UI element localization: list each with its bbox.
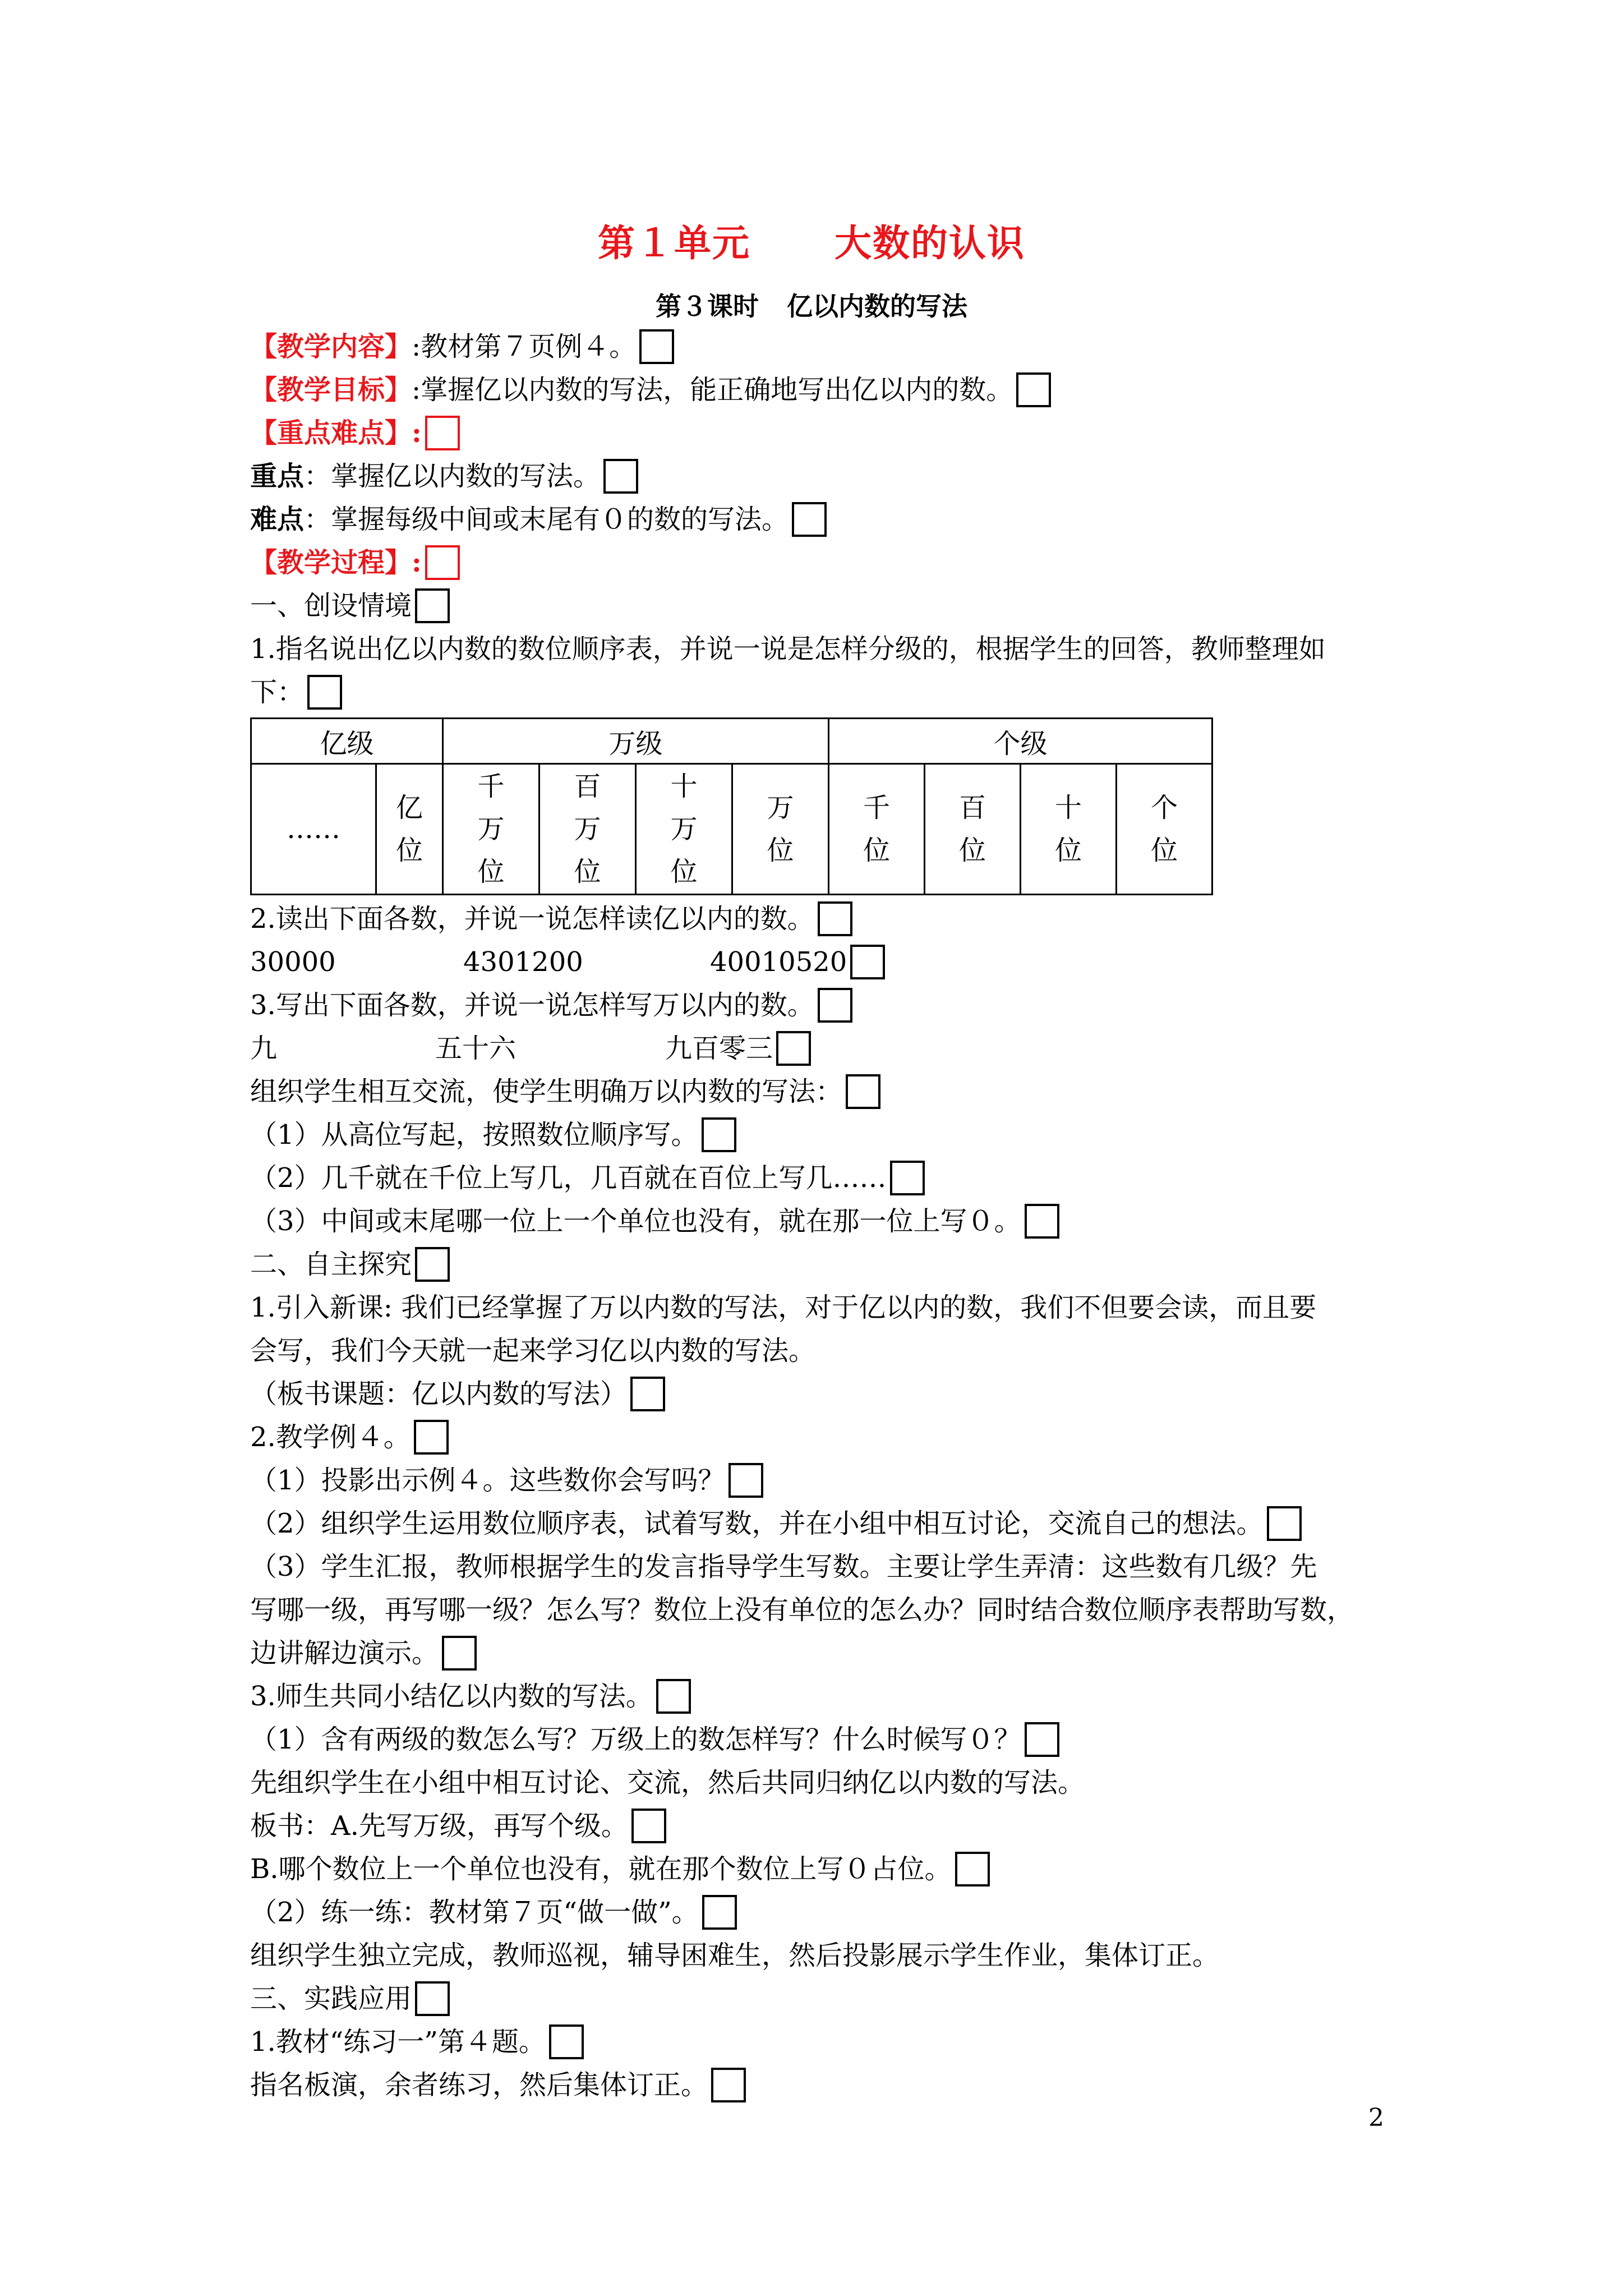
checkbox[interactable] [890,1161,925,1195]
teaching-process-colon: : [412,547,422,578]
paragraph-line: 1.引入新课: 我们已经掌握了万以内数的写法，对于亿以内的数，我们不但要会读，而且要 [250,1292,1317,1323]
section-heading: 三、实践应用 [250,1977,1405,2021]
paragraph-line: 会写，我们今天就一起来学习亿以内数的写法。 [250,1335,816,1366]
paragraph-line: （2）几千就在千位上写几，几百就在百位上写几…… [250,1157,1405,1200]
table-header-cell: 个级 [829,719,1212,764]
subtitle-topic: 亿以内数的写法 [787,291,967,321]
page-number: 2 [1368,2104,1384,2132]
paragraph-line: 2.教学例４。 [250,1416,1405,1459]
title-topic: 大数的认识 [834,221,1025,265]
table-cell: 十万位 [670,771,698,887]
paragraph-line: 3.师生共同小结亿以内数的写法。 [250,1675,1405,1718]
teaching-goal-label: 【教学目标】 [250,374,412,406]
paragraph-line: 指名板演，余者练习，然后集体订正。 [250,2064,1405,2107]
checkbox[interactable] [1267,1506,1302,1541]
number-item: 40010520 [710,946,847,978]
teaching-goal-text: :掌握亿以内数的写法，能正确地写出亿以内的数。 [412,374,1013,406]
table-cell: 百万位 [574,771,601,887]
checkbox[interactable] [702,1895,737,1930]
paragraph-line: （1）从高位写起，按照数位顺序写。 [250,1114,1405,1157]
checkbox[interactable] [415,1981,450,2016]
paragraph-line: 组织学生独立完成，教师巡视，辅导困难生，然后投影展示学生作业，集体订正。 [250,1940,1220,1971]
key-difficult-label: 【重点难点】 [250,417,412,449]
paragraph-line: 组织学生相互交流，使学生明确万以内数的写法： [250,1070,1405,1114]
paragraph-line: （板书课题：亿以内数的写法） [250,1373,1405,1416]
key-difficult-colon: : [412,417,422,449]
paragraph-line: 边讲解边演示。 [250,1632,1405,1675]
checkbox[interactable] [442,1636,477,1671]
number-item: 五十六 [435,1033,517,1064]
table-header-cell: 万级 [443,719,829,764]
paragraph-line: 下： [250,671,1405,714]
checkbox[interactable] [702,1117,736,1152]
table-cell: 亿位 [395,792,423,866]
paragraph-line: 1.指名说出亿以内数的数位顺序表，并说一说是怎样分级的，根据学生的回答，教师整理如 [250,633,1326,665]
number-item: 九百零三 [665,1033,773,1064]
paragraph-line: 3.写出下面各数，并说一说怎样写万以内的数。 [250,984,1405,1027]
checkbox[interactable] [639,329,674,364]
section-heading: 二、自主探究 [250,1243,1405,1286]
paragraph-line: 先组织学生在小组中相互讨论、交流，然后共同归纳亿以内数的写法。 [250,1767,1085,1798]
lesson-subtitle [0,286,1623,323]
checkbox[interactable] [425,545,460,580]
checkbox[interactable] [1025,1722,1059,1757]
paragraph-line: （2）练一练：教材第７页“做一做”。 [250,1891,1405,1934]
checkbox[interactable] [415,1247,450,1282]
table-cell: 十位 [1054,792,1082,866]
table-cell: 百位 [958,792,986,866]
teaching-process-label: 【教学过程】 [250,547,412,578]
checkbox[interactable] [846,1074,880,1109]
number-row [250,1027,1405,1070]
key-difficult-line [250,412,1405,455]
checkbox[interactable] [850,945,885,979]
table-cell: 个位 [1150,792,1178,866]
paragraph-line: （2）组织学生运用数位顺序表，试着写数，并在小组中相互讨论，交流自己的想法。 [250,1502,1405,1545]
number-item: 九 [250,1033,278,1064]
key-point-label: 重点 [250,461,305,492]
page-title [0,213,1623,266]
table-cell: 千位 [863,792,890,866]
paragraph-line: （3）中间或末尾哪一位上一个单位也没有，就在那一位上写０。 [250,1200,1405,1243]
table-cell: …… [251,764,376,895]
section-heading: 一、创设情境 [250,585,1405,628]
checkbox[interactable] [776,1031,811,1066]
checkbox[interactable] [955,1852,990,1887]
checkbox[interactable] [818,988,852,1023]
table-cell: 万位 [767,792,794,866]
document-body [250,325,1405,2107]
teaching-content-label: 【教学内容】 [250,331,412,362]
number-item: 4301200 [463,946,583,978]
checkbox[interactable] [631,1809,666,1843]
paragraph-line: （1）含有两级的数怎么写？万级上的数怎样写？什么时候写０？ [250,1718,1405,1761]
paragraph-line: 板书：A.先写万级，再写个级。 [250,1805,1405,1848]
paragraph-line: （1）投影出示例４。这些数你会写吗？ [250,1459,1405,1502]
teaching-content-text: :教材第７页例４。 [412,331,637,362]
paragraph-line: 1.教材“练习一”第４题。 [250,2021,1405,2064]
place-value-table [250,717,1213,895]
checkbox[interactable] [630,1377,665,1411]
checkbox[interactable] [1025,1204,1059,1239]
table-header-cell: 亿级 [251,719,443,764]
difficult-point-label: 难点 [250,504,305,535]
paragraph-line: 2.读出下面各数，并说一说怎样读亿以内的数。 [250,898,1405,941]
teaching-process-line [250,541,1405,585]
checkbox[interactable] [307,675,342,710]
checkbox[interactable] [603,459,638,494]
checkbox[interactable] [792,502,827,537]
table-cell: 千万位 [477,771,505,887]
checkbox[interactable] [656,1679,691,1714]
teaching-content-line [250,325,1405,369]
title-unit: 第１单元 [598,221,750,265]
checkbox[interactable] [415,588,450,623]
number-row [250,941,1405,984]
number-item: 30000 [250,946,336,978]
teaching-goal-line [250,369,1405,412]
paragraph-line: B.哪个数位上一个单位也没有，就在那个数位上写０占位。 [250,1848,1405,1891]
checkbox[interactable] [549,2024,584,2059]
difficult-point-text: ：掌握每级中间或末尾有０的数的写法。 [304,504,789,535]
checkbox[interactable] [728,1463,763,1498]
checkbox[interactable] [425,416,460,450]
checkbox[interactable] [414,1420,449,1455]
difficult-point-line [250,498,1405,541]
checkbox[interactable] [711,2068,746,2102]
key-point-text: ：掌握亿以内数的写法。 [304,461,601,492]
checkbox[interactable] [1016,372,1051,407]
subtitle-lesson: 第３课时 [656,291,759,321]
key-point-line [250,455,1405,498]
paragraph-line: （3）学生汇报，教师根据学生的发言指导学生写数。主要让学生弄清：这些数有几级？先 [250,1551,1317,1582]
paragraph-line: 写哪一级，再写哪一级？怎么写？数位上没有单位的怎么办？同时结合数位顺序表帮助写数， [250,1594,1354,1626]
checkbox[interactable] [818,901,852,936]
